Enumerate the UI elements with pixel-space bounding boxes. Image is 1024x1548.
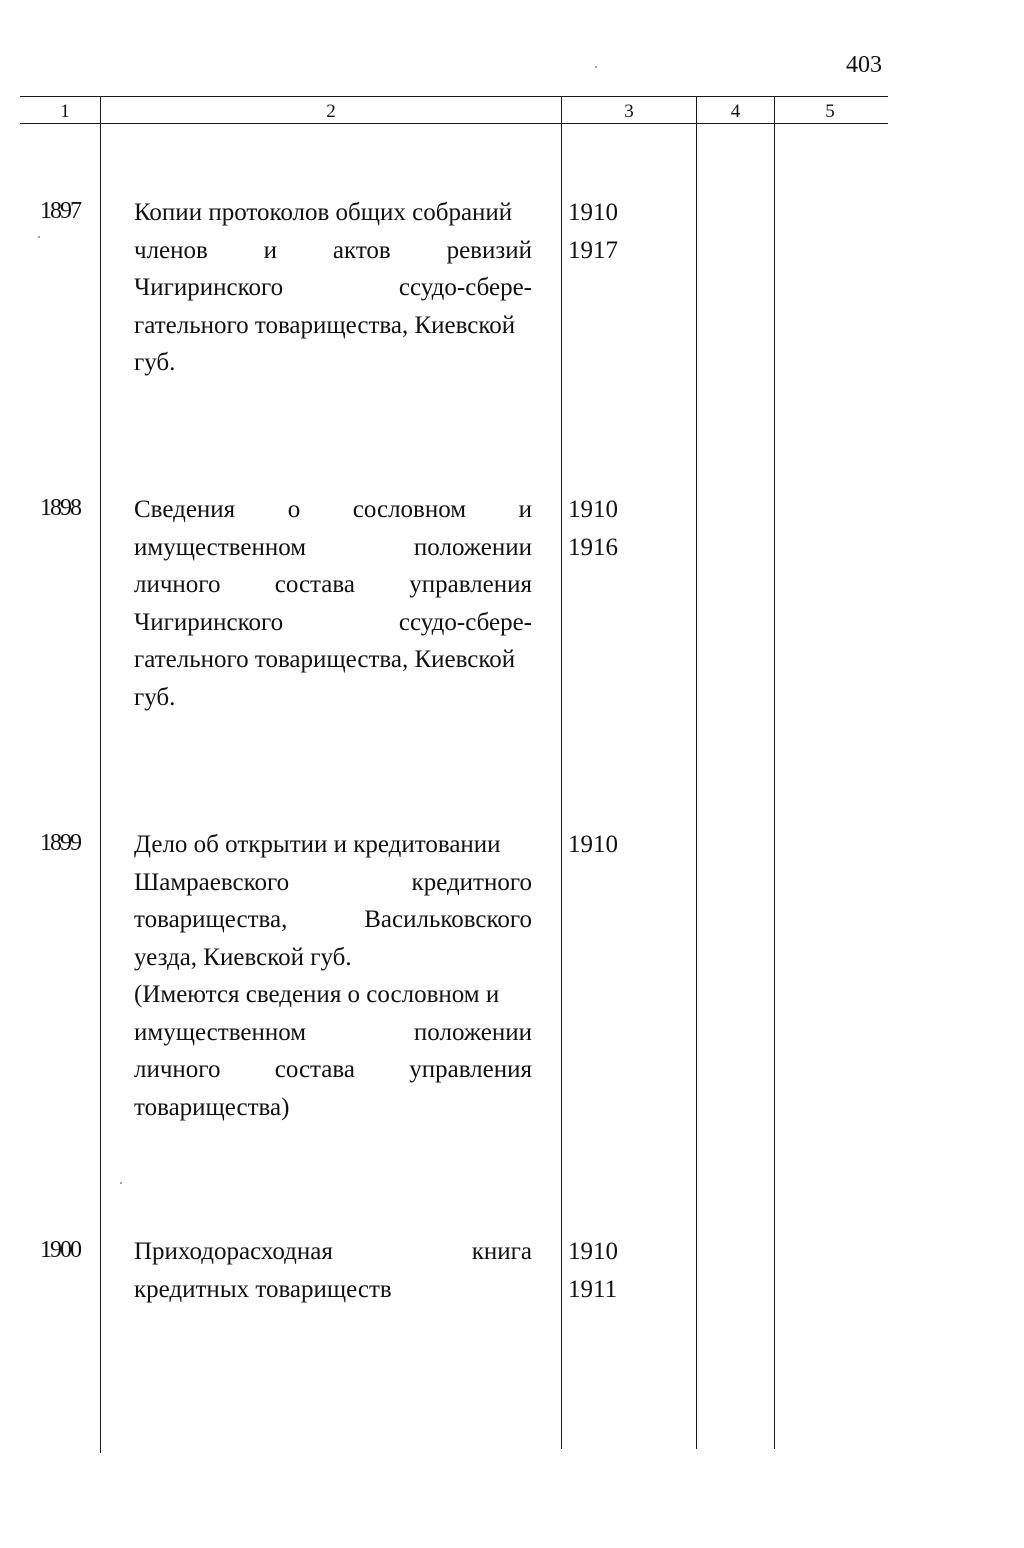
- entry-number: 1899: [40, 830, 80, 856]
- header-col-5: 5: [825, 101, 835, 122]
- date-start: 1910: [568, 1238, 618, 1265]
- entry-dates: [568, 491, 648, 566]
- date-start: 1910: [568, 199, 618, 226]
- scan-speck: [38, 236, 40, 238]
- entry-description: [134, 1233, 532, 1308]
- scan-speck: [595, 66, 597, 68]
- description-line: имущественном положении: [134, 1018, 532, 1046]
- column-divider-2: [561, 97, 562, 1449]
- description-line: имущественном положении: [134, 533, 532, 561]
- column-divider-4: [774, 97, 775, 1449]
- description-line: Чигиринского ссудо-сбере-: [134, 608, 532, 636]
- column-divider-3: [696, 97, 697, 1449]
- header-col-4: 4: [730, 101, 741, 122]
- description-line: Сведения о сословном и: [134, 496, 532, 523]
- description-line: Копии протоколов общих собраний: [134, 199, 513, 226]
- entry-dates: [568, 1233, 648, 1308]
- description-line: личного состава управления: [134, 1056, 532, 1083]
- description-line: гательного товарищества, Киевской: [134, 311, 516, 339]
- description-line: товарищества, Васильковского: [134, 906, 532, 933]
- description-line: Дело об открытии и кредитовании: [134, 831, 501, 858]
- page-number: 403: [846, 52, 882, 78]
- entry-number: 1900: [40, 1237, 80, 1263]
- description-line: губ.: [134, 683, 176, 711]
- entry-description: [134, 194, 532, 382]
- entry-description: [134, 826, 532, 1126]
- date-end: 1917: [568, 236, 618, 264]
- header-col-3: 3: [624, 101, 634, 122]
- description-line: кредитных товариществ: [134, 1275, 392, 1303]
- header-top-rule: [20, 96, 888, 97]
- description-line: уезда, Киевской губ.: [134, 943, 352, 971]
- date-end: 1916: [568, 533, 618, 561]
- entry-number: 1898: [40, 495, 80, 521]
- scan-speck: [120, 1182, 122, 1184]
- description-line: губ.: [134, 349, 176, 376]
- entry-dates: [568, 826, 648, 864]
- date-start: 1910: [568, 831, 618, 858]
- description-line: членов и актов ревизий: [134, 236, 532, 264]
- description-line: личного состава управления: [134, 571, 532, 598]
- column-divider-1: [100, 97, 101, 1453]
- entry-dates: [568, 194, 648, 269]
- header-col-2: 2: [326, 101, 336, 122]
- description-line: товарищества): [134, 1093, 290, 1121]
- description-line: гательного товарищества, Киевской: [134, 646, 516, 673]
- date-end: 1911: [568, 1275, 618, 1303]
- entry-number: 1897: [40, 198, 80, 224]
- description-line: (Имеются сведения о сословном и: [134, 981, 500, 1008]
- header-bottom-rule: [20, 123, 888, 124]
- header-col-1: 1: [60, 101, 70, 122]
- description-line: Чигиринского ссудо-сбере-: [134, 274, 532, 301]
- date-start: 1910: [568, 496, 618, 523]
- description-line: Приходорасходная книга: [134, 1238, 532, 1265]
- description-line: Шамраевского кредитного: [134, 868, 532, 896]
- entry-description: [134, 491, 532, 716]
